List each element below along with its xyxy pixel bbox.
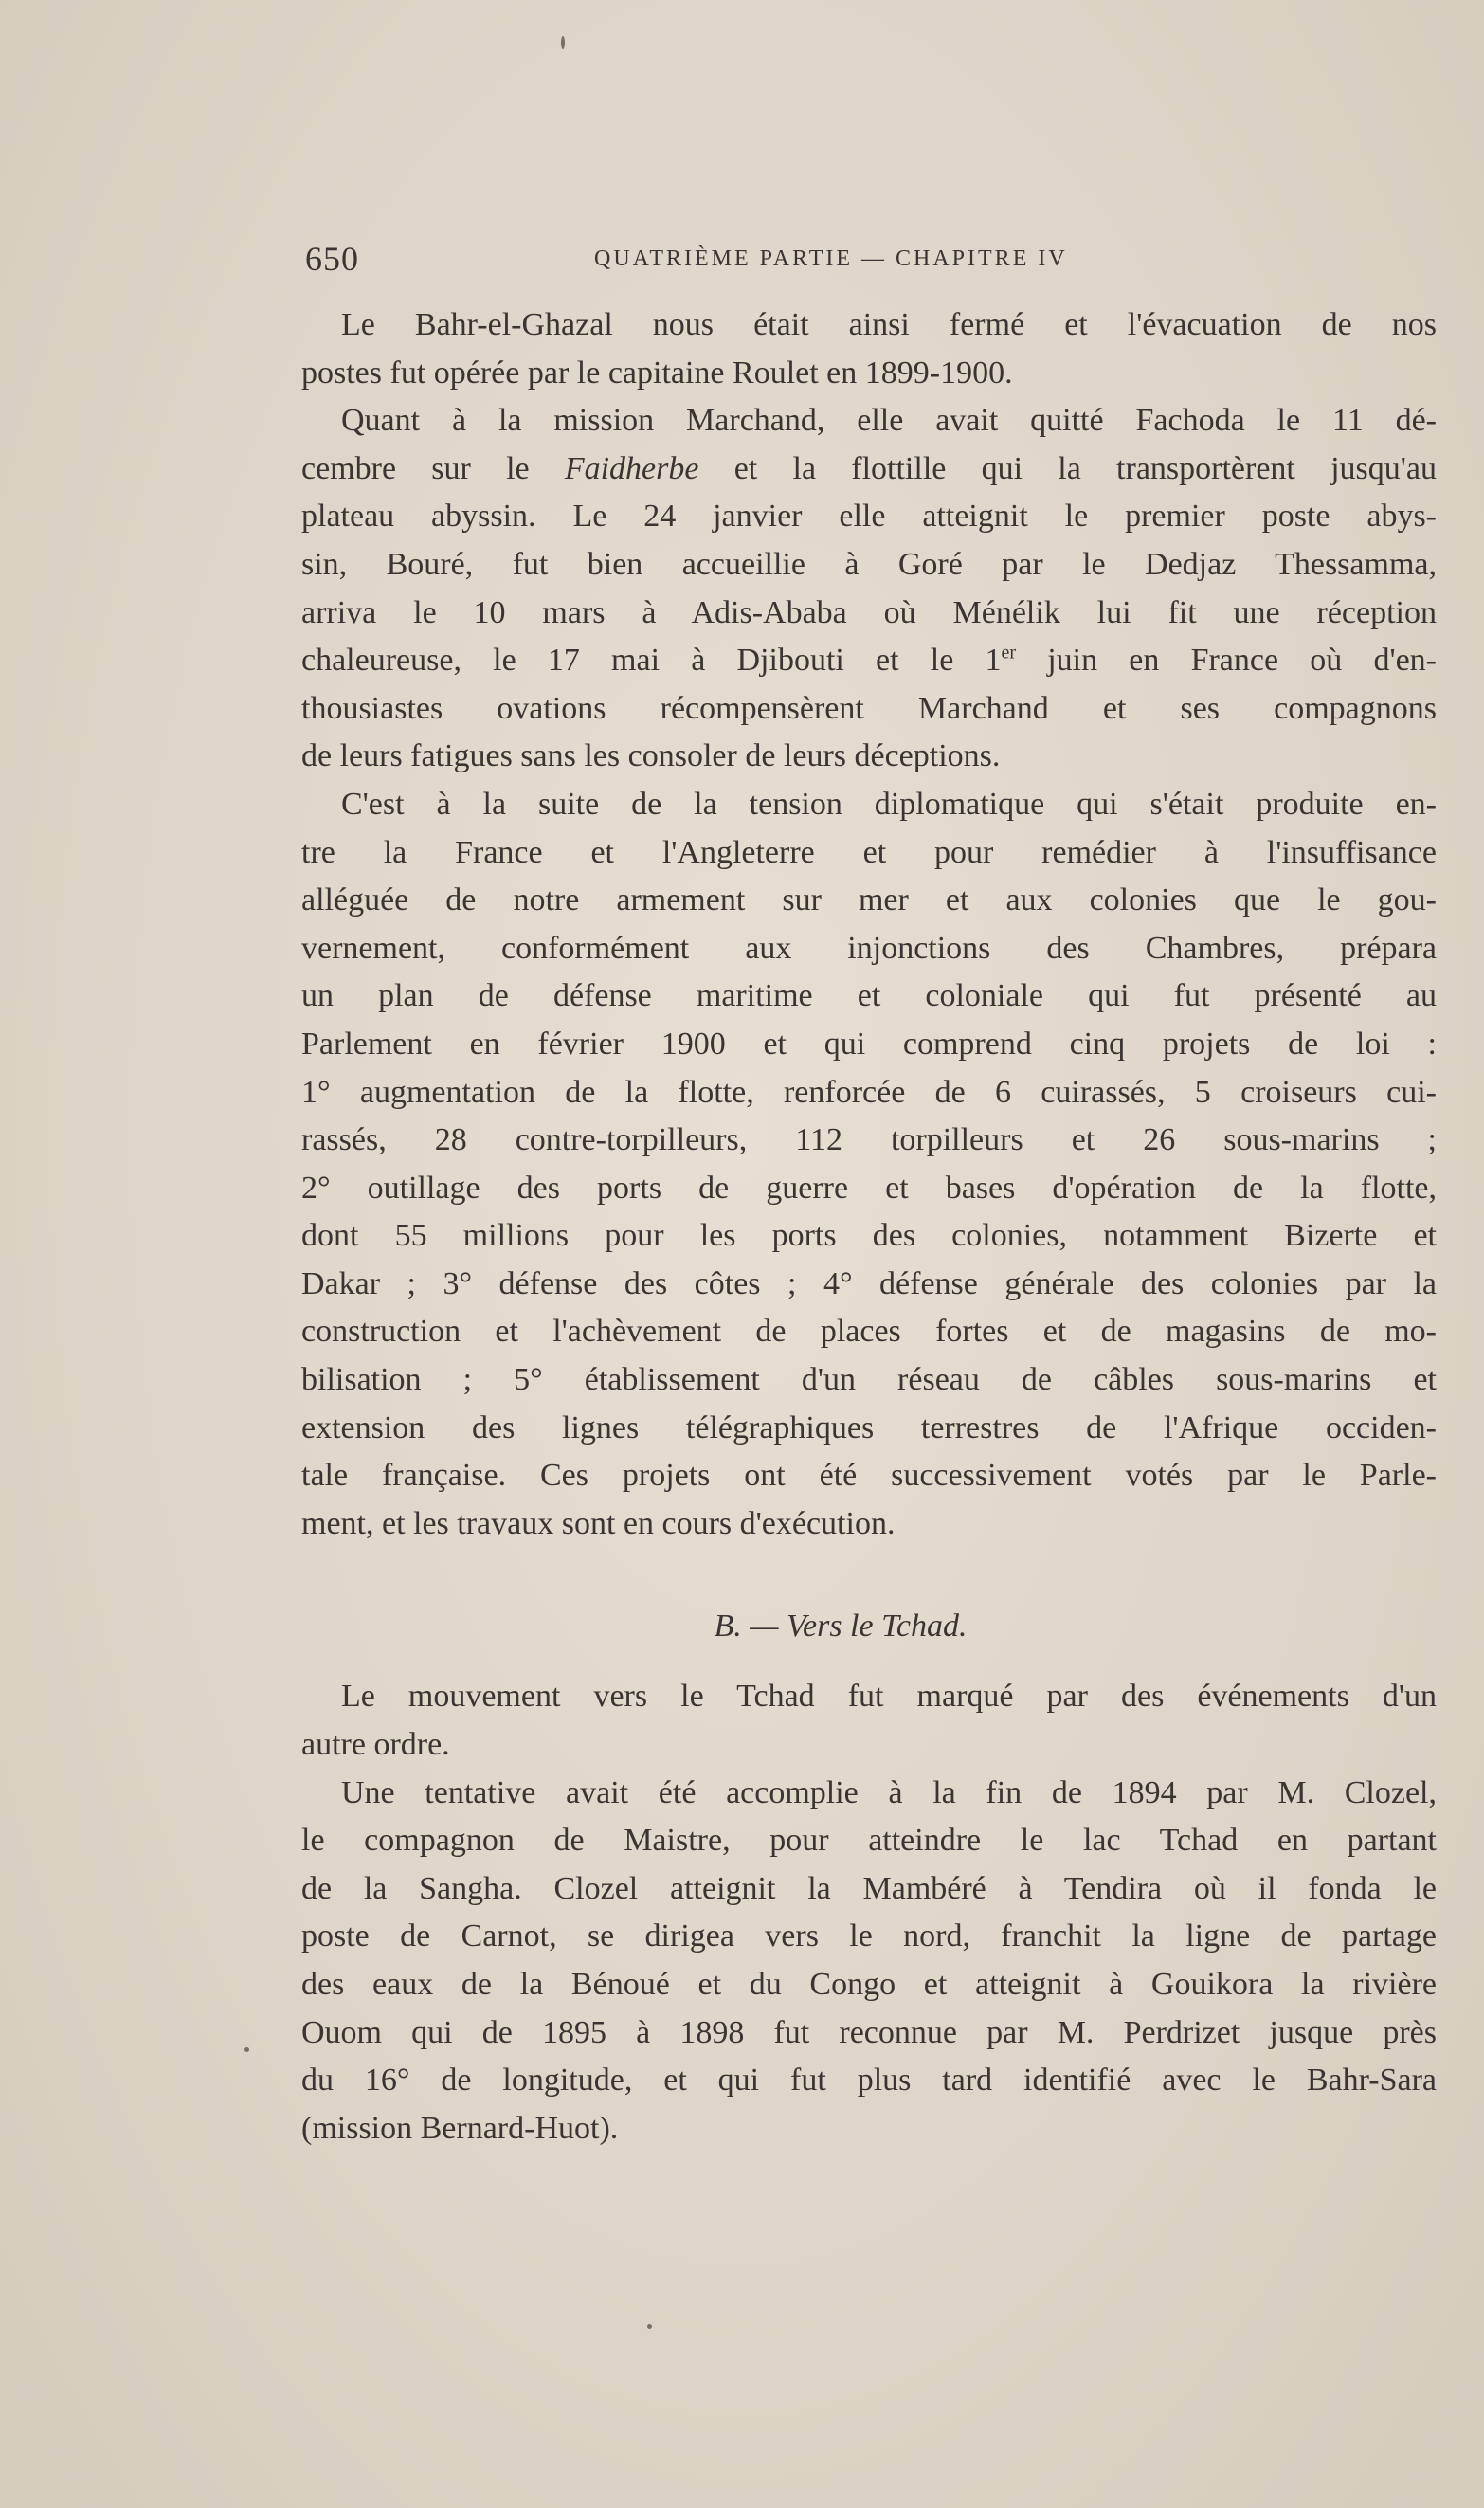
text-line: Parlement en février 1900 et qui comprend cinq projets de loi : — [301, 1026, 1437, 1062]
text-line: autre ordre. — [301, 1727, 450, 1763]
text-line: plateau abyssin. Le 24 janvier elle atteignit le premier poste abys- — [301, 499, 1437, 535]
page-number: 650 — [305, 240, 359, 278]
text-line: ment, et les travaux sont en cours d'exécution. — [301, 1505, 896, 1541]
text-line: extension des lignes télégraphiques terrestres de l'Afrique occiden- — [301, 1409, 1437, 1445]
running-head — [305, 239, 1158, 286]
text-line: (mission Bernard-Huot). — [301, 2110, 619, 2146]
text-line: dont 55 millions pour les ports des colonies, notamment Bizerte et — [301, 1218, 1437, 1254]
text-line: thousiastes ovations récompensèrent Marchand et ses compagnons — [301, 690, 1437, 726]
text-line — [301, 637, 1437, 685]
text-line: 1° augmentation de la flotte, renforcée de 6 cuirassés, 5 croiseurs cui- — [301, 1074, 1437, 1110]
text-run: cembre sur le — [301, 450, 565, 486]
section-heading: B. — Vers le Tchad. — [714, 1608, 968, 1645]
text-line: Ouom qui de 1895 à 1898 fut reconnue par M. Perdrizet jusque près — [301, 2014, 1437, 2050]
text-line: sin, Bouré, fut bien accueillie à Goré par le Dedjaz Thessamma, — [301, 546, 1437, 582]
text-line: vernement, conformément aux injonctions des Chambres, prépara — [301, 930, 1437, 966]
paper-speck — [561, 36, 565, 49]
text-line: bilisation ; 5° établissement d'un réseau de câbles sous-marins et — [301, 1362, 1437, 1398]
text-line: alléguée de notre armement sur mer et aux colonies que le gou- — [301, 882, 1437, 918]
text-line: poste de Carnot, se dirigea vers le nord, franchit la ligne de partage — [301, 1918, 1437, 1954]
text-line: 2° outillage des ports de guerre et bases d'opération de la flotte, — [301, 1170, 1437, 1206]
body-text — [301, 301, 1437, 2153]
text-line: tale française. Ces projets ont été successivement votés par le Parle- — [301, 1458, 1437, 1494]
text-line: Dakar ; 3° défense des côtes ; 4° défense générale des colonies par la — [301, 1265, 1437, 1301]
paragraph — [301, 397, 1437, 781]
text-line: Le mouvement vers le Tchad fut marqué par des événements d'un — [341, 1679, 1437, 1715]
paper-speck — [244, 2047, 249, 2052]
text-line — [301, 445, 1437, 494]
text-line: des eaux de la Bénoué et du Congo et atteignit à Gouikora la rivière — [301, 1967, 1437, 2002]
text-line: C'est à la suite de la tension diplomatique qui s'était produite en- — [341, 786, 1437, 822]
text-line: rassés, 28 contre-torpilleurs, 112 torpilleurs et 26 sous-marins ; — [301, 1122, 1437, 1158]
text-run: juin en France où d'en- — [1016, 643, 1437, 679]
paragraph — [301, 1770, 1437, 2154]
paper-speck — [647, 2324, 652, 2329]
text-line: le compagnon de Maistre, pour atteindre le lac Tchad en partant — [301, 1823, 1437, 1859]
text-line: postes fut opérée par le capitaine Roulet en 1899-1900. — [301, 354, 1013, 391]
paragraph — [301, 781, 1437, 1549]
running-title: QUATRIÈME PARTIE — CHAPITRE IV — [594, 246, 1068, 271]
text-run: et la flottille qui la transportèrent jusqu'au — [698, 450, 1437, 486]
text-line: construction et l'achèvement de places fortes et de magasins de mo- — [301, 1314, 1437, 1350]
text-line: de leurs fatigues sans les consoler de leurs déceptions. — [301, 738, 1001, 774]
text-line: un plan de défense maritime et coloniale qui fut présenté au — [301, 978, 1437, 1014]
text-line: Quant à la mission Marchand, elle avait quitté Fachoda le 11 dé- — [341, 403, 1437, 439]
ship-name: Faidherbe — [564, 450, 699, 486]
text-line: du 16° de longitude, et qui fut plus tard identifié avec le Bahr-Sara — [301, 2063, 1437, 2099]
paragraph — [301, 301, 1437, 397]
superscript: er — [1001, 642, 1017, 663]
text-run: chaleureuse, le 17 mai à Djibouti et le 1 — [301, 643, 1002, 679]
text-line: tre la France et l'Angleterre et pour remédier à l'insuffisance — [301, 834, 1437, 870]
text-line: Une tentative avait été accomplie à la fin de 1894 par M. Clozel, — [341, 1774, 1437, 1810]
paragraph — [301, 1673, 1437, 1769]
text-line: arriva le 10 mars à Adis-Ababa où Ménélik lui fit une réception — [301, 594, 1437, 630]
text-line: de la Sangha. Clozel atteignit la Mambéré à Tendira où il fonda le — [301, 1870, 1437, 1906]
text-line: Le Bahr-el-Ghazal nous était ainsi fermé et l'évacuation de nos — [341, 307, 1437, 342]
